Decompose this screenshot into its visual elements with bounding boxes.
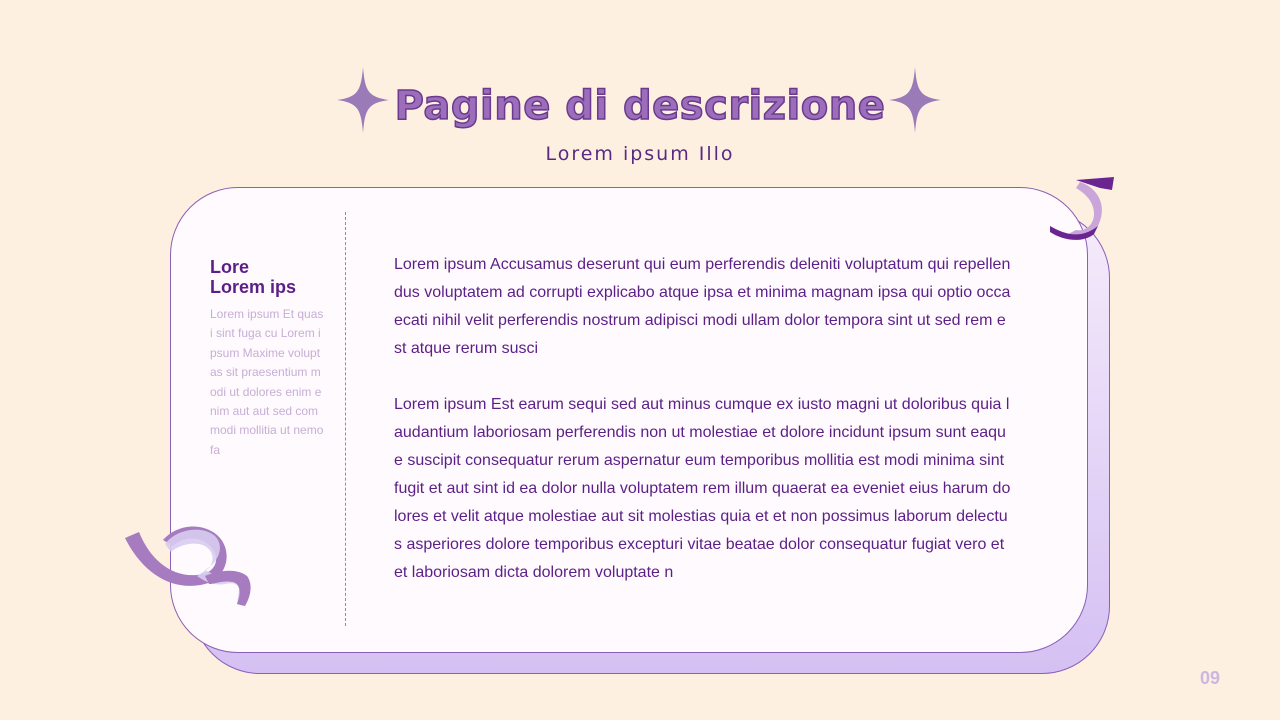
page-title: Pagine di descrizione: [394, 83, 886, 129]
sidebar-body-text: Lorem ipsum Et quasi sint fuga cu Lorem ipsum Maxime voluptas sit praesentium modi ut dolores enim enim aut aut sed commodi mollitia ut nemo fa: [210, 307, 324, 457]
dashed-divider: [345, 212, 346, 626]
ribbon-icon-top: [1046, 174, 1118, 246]
sidebar-heading-line1: Lore: [210, 257, 250, 277]
content-paragraph-2: Lorem ipsum Est earum sequi sed aut minus cumque ex iusto magni ut doloribus quia laudantium laboriosam perferendis non ut molestiae et dolore incidunt ipsum sunt eaque suscipit consequatur rerum aspernatur eum temporibus mollitia est modi minima sint fugit et aut sint id ea dolor nulla voluptatem rem illum quaerat ea eveniet eius harum dolores et velit atque molestiae aut sit molestias quia et et non possimus laborum delectus asperiores dolore temporibus excepturi vitae beatae dolor consequatur fugiat vero et et laboriosam dicta dolorem voluptate n: [394, 396, 1011, 581]
sidebar-heading-line2: Lorem ips: [210, 277, 297, 297]
page-subtitle: Lorem ipsum Illo: [545, 143, 735, 165]
ribbon-icon-bottom: [125, 522, 255, 612]
content-paragraph-1: Lorem ipsum Accusamus deserunt qui eum perferendis deleniti voluptatum qui repellendus voluptatem ad corrupti explicabo atque ipsa et minima magnam ipsa qui optio occaecati nihil velit perferendis nostrum adipisci modi ullam dolor tempora sint ut sed rem est atque rerum susci: [394, 256, 1011, 357]
sidebar-heading: [210, 257, 330, 297]
page-number: 09: [1199, 668, 1220, 688]
